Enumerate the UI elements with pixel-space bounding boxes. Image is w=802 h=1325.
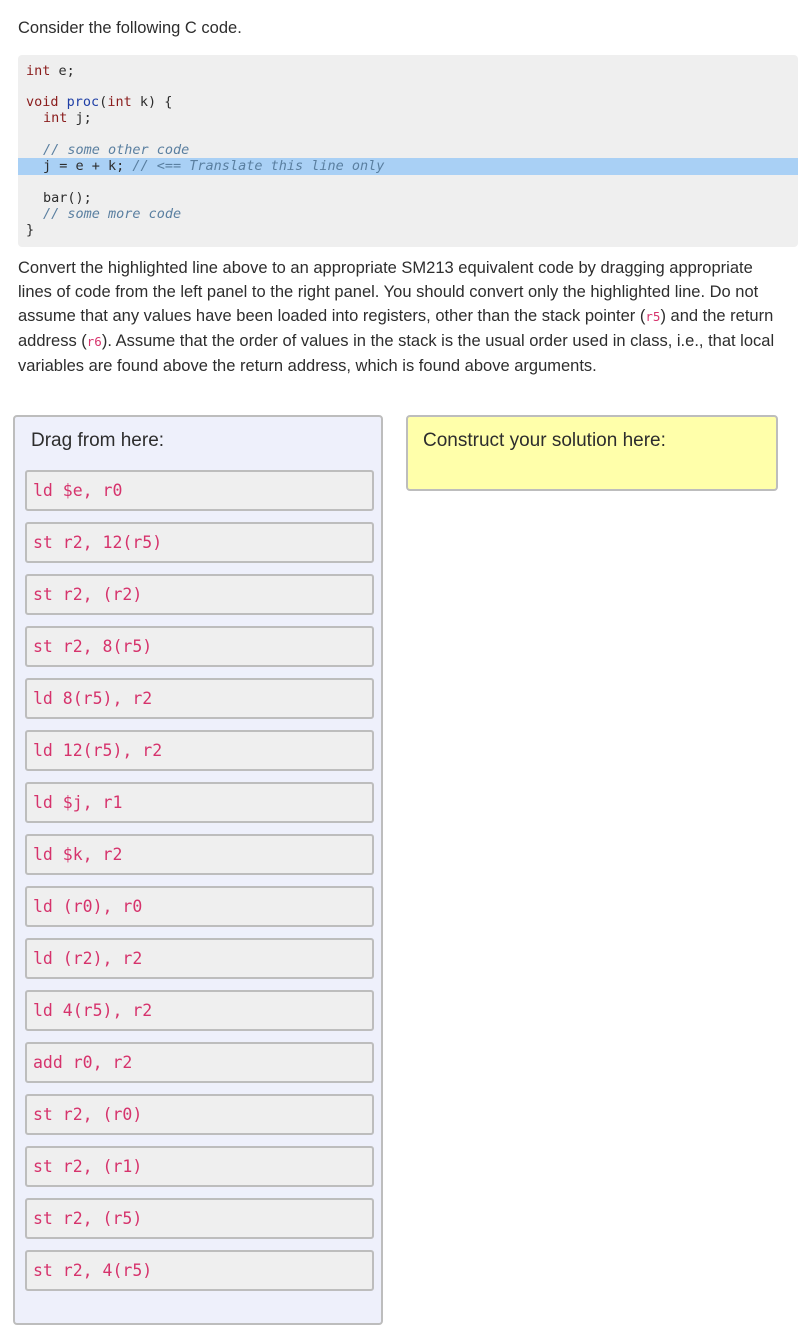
code-block-item[interactable]: st r2, 8(r5) <box>25 626 374 667</box>
code-block-item[interactable]: st r2, (r0) <box>25 1094 374 1135</box>
code-line-5: j = e + k; // <== Translate this line only <box>43 158 385 174</box>
code-block-item[interactable]: ld $j, r1 <box>25 782 374 823</box>
code-block-item[interactable]: st r2, (r2) <box>25 574 374 615</box>
code-block-item[interactable]: ld 4(r5), r2 <box>25 990 374 1031</box>
code-block-item[interactable]: st r2, 4(r5) <box>25 1250 374 1291</box>
code-block-item[interactable]: add r0, r2 <box>25 1042 374 1083</box>
drag-source-panel[interactable] <box>13 415 383 1325</box>
code-block-item[interactable]: ld (r2), r2 <box>25 938 374 979</box>
code-block-item[interactable]: ld 12(r5), r2 <box>25 730 374 771</box>
code-block-item[interactable]: st r2, 12(r5) <box>25 522 374 563</box>
code-line-2: void proc(int k) { <box>26 94 173 110</box>
code-line-6: bar(); <box>43 190 92 206</box>
solution-panel-title: Construct your solution here: <box>423 430 666 451</box>
code-block-item[interactable]: ld $e, r0 <box>25 470 374 511</box>
code-block-item[interactable]: ld $k, r2 <box>25 834 374 875</box>
code-line-4: // some other code <box>43 142 190 158</box>
code-block-item[interactable]: ld 8(r5), r2 <box>25 678 374 719</box>
code-line-7: // some more code <box>43 206 182 222</box>
code-line-3: int j; <box>43 110 92 126</box>
code-block-item[interactable]: st r2, (r5) <box>25 1198 374 1239</box>
code-line-1: int e; <box>26 63 75 79</box>
code-block <box>18 55 798 247</box>
instructions: Convert the highlighted line above to an appropriate SM213 equivalent code by dragging appropriate lines of code from the left panel to the right panel. You should convert only the highlighted line. Do not assume that any values have been loaded into registers, other than the stack pointer (r5) and the return address (r6). Assume that the order of values in the stack is the usual order used in class, i.e., that local variables are found above the return address, which is found above arguments. <box>18 259 775 375</box>
code-line-8: } <box>26 222 35 238</box>
solution-drop-panel[interactable] <box>406 415 778 491</box>
code-block-item[interactable]: ld (r0), r0 <box>25 886 374 927</box>
code-block-item[interactable]: st r2, (r1) <box>25 1146 374 1187</box>
question-intro: Consider the following C code. <box>18 19 242 37</box>
source-panel-title: Drag from here: <box>31 430 165 451</box>
